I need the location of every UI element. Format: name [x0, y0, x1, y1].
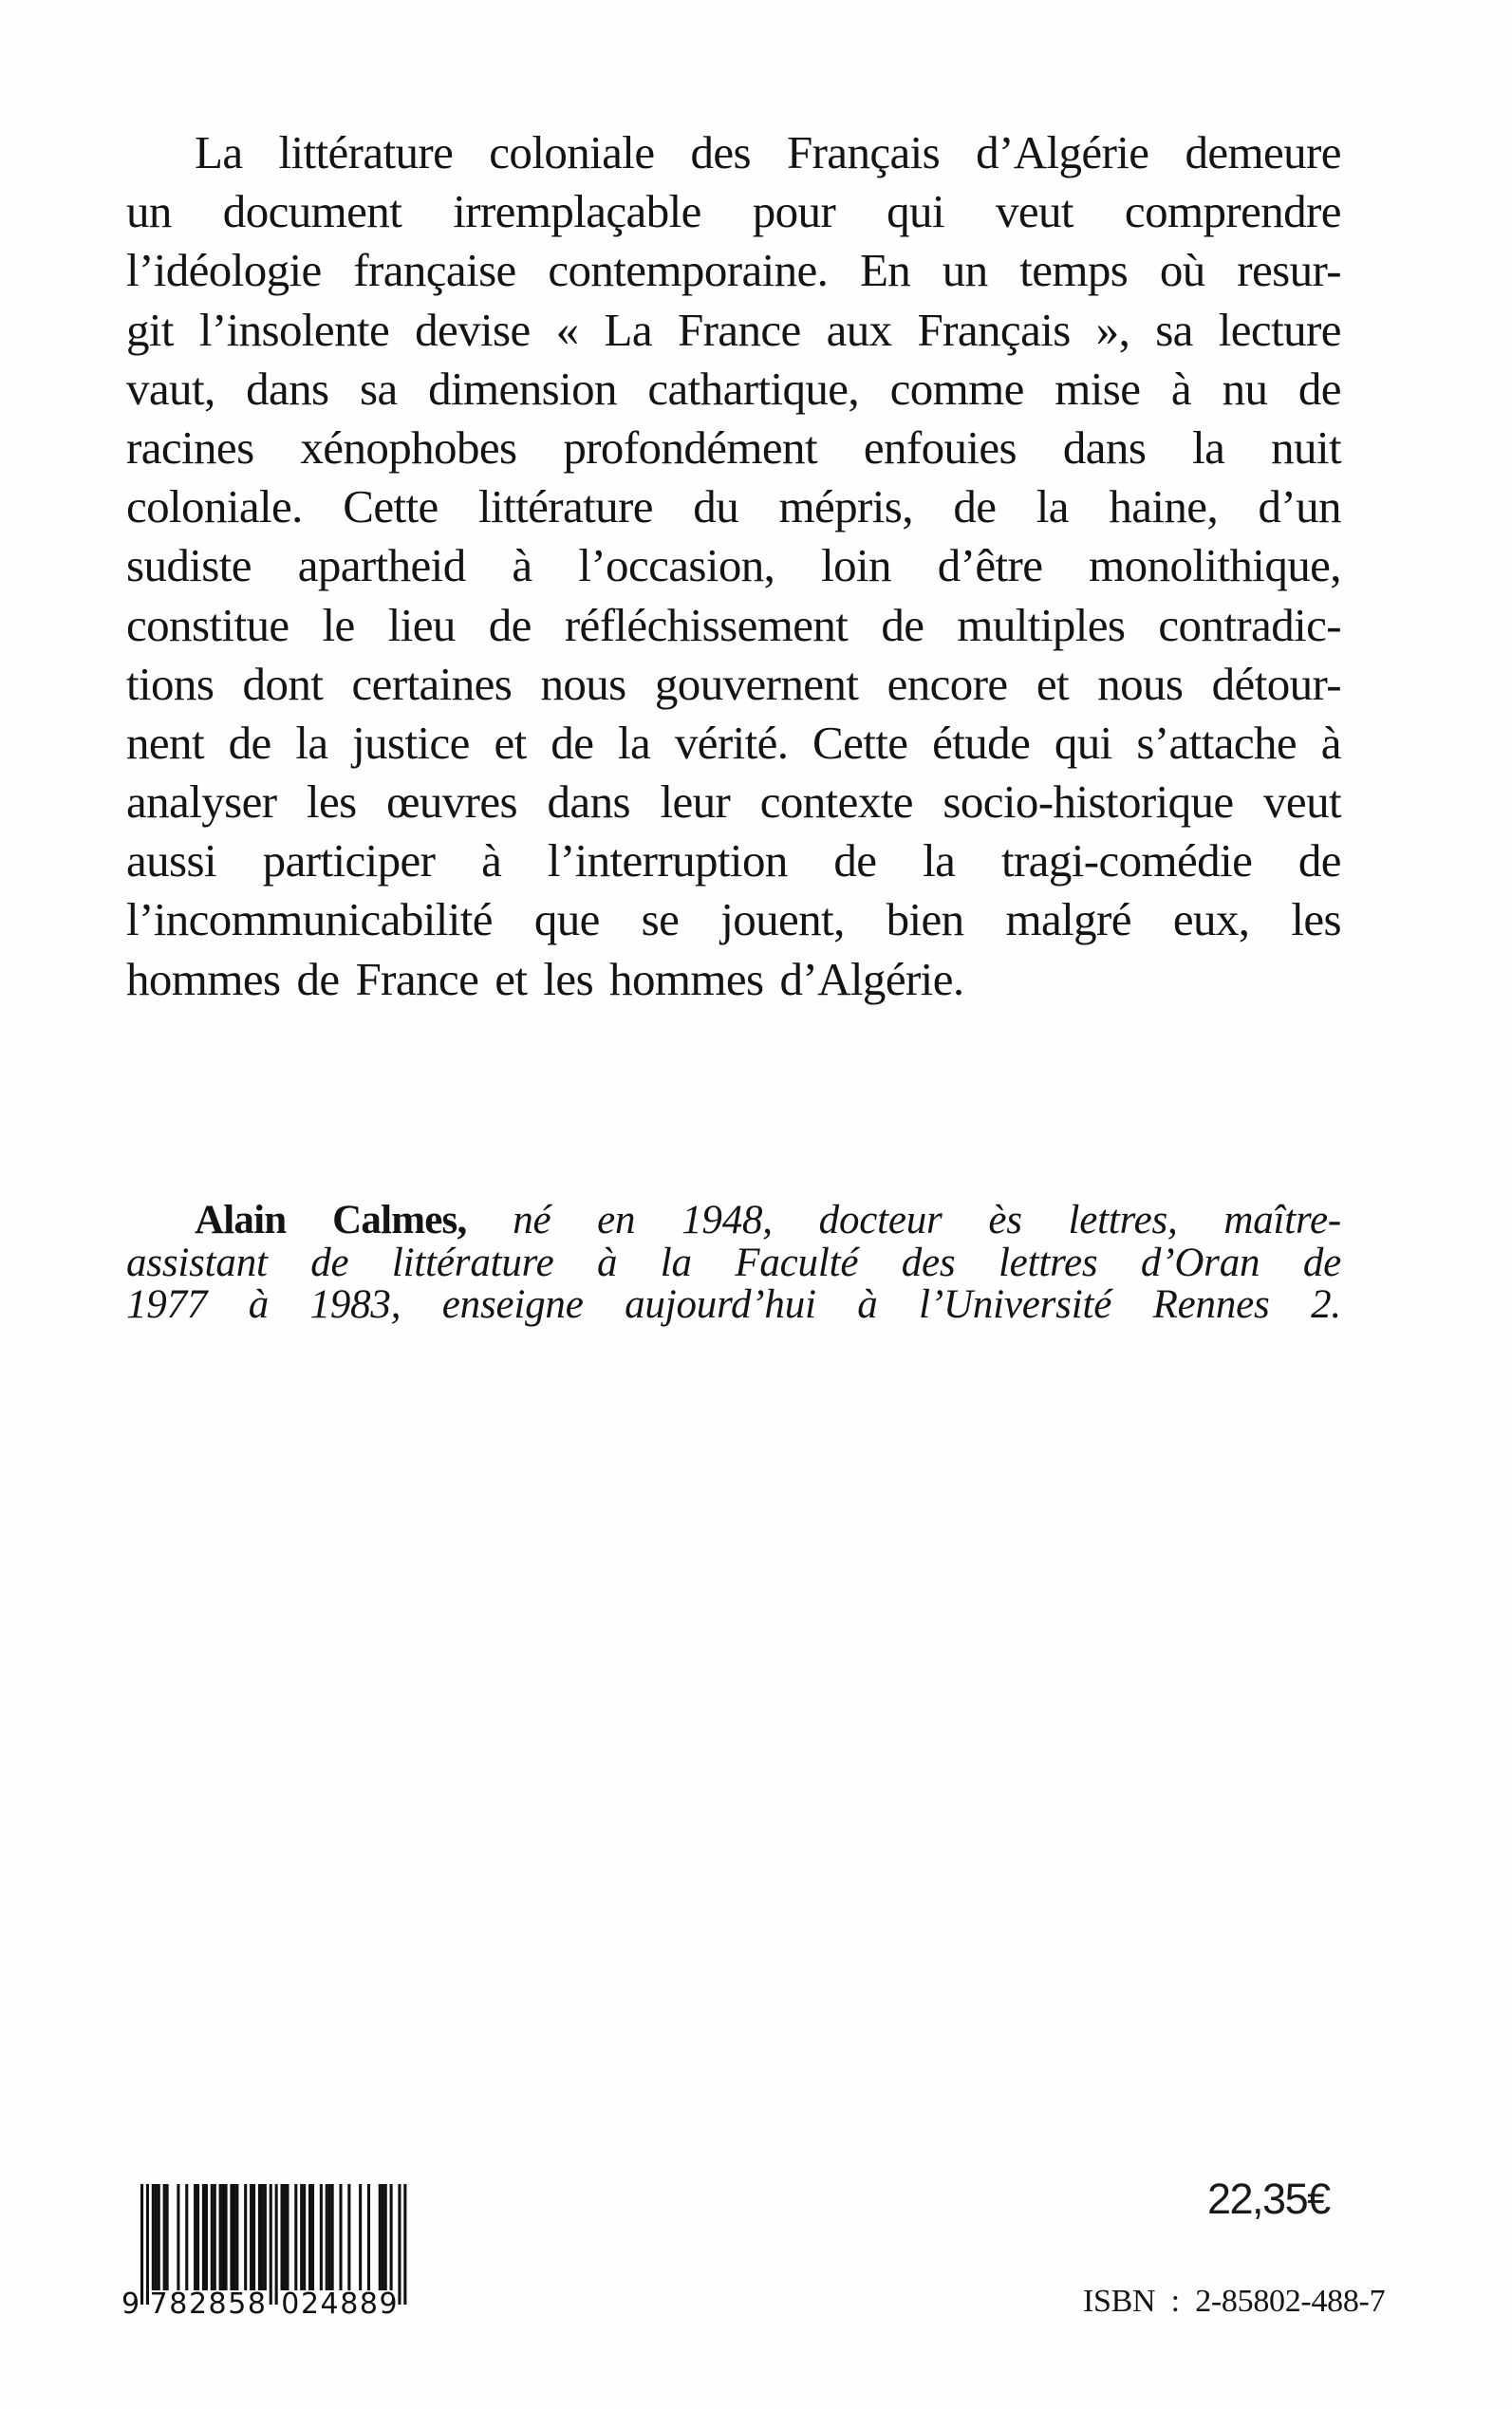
blurb-line: coloniale. Cette littérature du mépris, de la haine, d’un [126, 480, 1341, 533]
svg-text:8: 8 [169, 2288, 188, 2321]
blurb-line: La littérature coloniale des Français d’Algérie demeure [195, 126, 1341, 178]
blurb-line: git l’insolente devise « La France aux Français », sa lecture [126, 303, 1341, 356]
blurb-line: l’idéologie française contemporaine. En un temps où resur- [126, 244, 1341, 297]
blurb-line: analyser les œuvres dans leur contexte socio-historique veut [126, 775, 1341, 829]
svg-text:4: 4 [320, 2288, 339, 2321]
svg-text:0: 0 [281, 2288, 300, 2321]
blurb-line: aussi participer à l’interruption de la tragi-comédie de [126, 834, 1341, 887]
author-name: Alain [195, 1198, 287, 1242]
blurb-paragraph [126, 123, 1341, 1009]
bio-line: assistant de littérature à la Faculté des lettres d’Oran de [126, 1240, 1341, 1285]
blurb-line: vaut, dans sa dimension cathartique, comme mise à nu de [126, 362, 1341, 415]
svg-text:8: 8 [340, 2288, 359, 2321]
ean13-barcode-icon [114, 2179, 418, 2322]
isbn-label: ISBN : 2-85802-488-7 [1083, 2284, 1386, 2319]
author-bio [126, 1200, 1341, 1327]
svg-text:5: 5 [228, 2288, 247, 2321]
svg-text:8: 8 [208, 2288, 227, 2321]
svg-text:8: 8 [247, 2288, 266, 2321]
svg-text:7: 7 [149, 2288, 168, 2321]
blurb-line: l’incommunicabilité que se jouent, bien malgré eux, les [126, 893, 1341, 946]
bio-line: Alain Calmes, né en 1948, docteur ès lettres, maître- [195, 1198, 1341, 1242]
svg-text:2: 2 [300, 2288, 320, 2321]
blurb-line: sudiste apartheid à l’occasion, loin d’être monolithique, [126, 539, 1341, 592]
blurb-line: un document irremplaçable pour qui veut comprendre [126, 185, 1341, 238]
svg-text:9: 9 [121, 2288, 140, 2321]
blurb-line: nent de la justice et de la vérité. Cette étude qui s’attache à [126, 716, 1341, 769]
blurb-line: hommes de France et les hommes d’Algérie. [126, 952, 964, 1005]
blurb-line: racines xénophobes profondément enfouies dans la nuit [126, 420, 1341, 474]
price-label: 22,35€ [1207, 2175, 1330, 2223]
svg-text:8: 8 [359, 2288, 378, 2321]
blurb-line: tions dont certaines nous gouvernent encore et nous détour- [126, 657, 1341, 710]
bio-line: 1977 à 1983, enseigne aujourd’hui à l’Université Rennes 2. [126, 1282, 1341, 1328]
svg-text:9: 9 [379, 2288, 398, 2321]
blurb-line: constitue le lieu de réfléchissement de multiples contradic- [126, 598, 1341, 651]
svg-text:2: 2 [188, 2288, 208, 2321]
